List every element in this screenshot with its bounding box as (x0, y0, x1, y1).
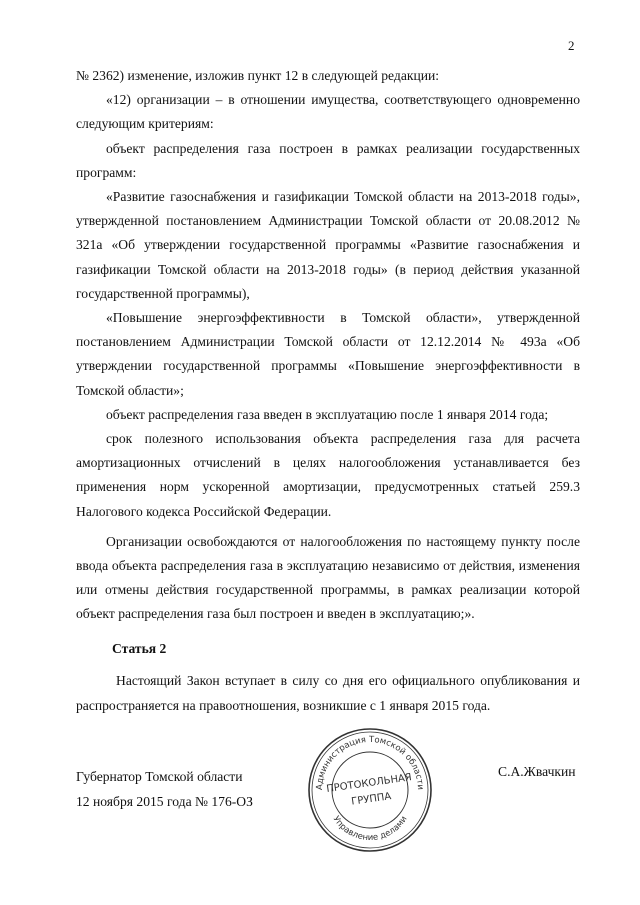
paragraph-6: объект распределения газа введен в эксплуатацию после 1 января 2014 года; (106, 406, 549, 422)
document-body (76, 64, 580, 627)
stamp-center-line-1: ПРОТОКОЛЬНАЯ (325, 772, 413, 795)
signatory-position: Губернатор Томской области (76, 769, 243, 784)
stamp-center-line-2: ГРУППА (350, 791, 392, 808)
article-heading: Статья 2 (112, 641, 167, 656)
paragraph-2: «12) организации – в отношении имущества, соответствующего одновременно следующим критериям: (76, 92, 580, 132)
signature-block (76, 764, 253, 814)
paragraph-7: срок полезного использования объекта распределения газа для расчета амортизационных отчислений в целях налогообложения устанавливается без применения норм ускоренной амортизации, предусмотренных статьей 259.3 Налогового кодекса Российской Федерации. (76, 431, 580, 519)
law-date-number: 12 ноября 2015 года № 176-ОЗ (76, 794, 253, 809)
paragraph-4: «Развитие газоснабжения и газификации Томской области на 2013-2018 годы», утвержденной постановлением Администрации Томской области от 20.08.2012 № 321а «Об утверждении государственной программы «Развитие газоснабжения и газификации Томской области на 2013-2018 годы» (в период действия указанной государственной программы), (76, 189, 580, 301)
stamp-outer-text: Администрация Томской области (314, 734, 426, 791)
paragraph-1: № 2362) изменение, изложив пункт 12 в следующей редакции: (76, 68, 440, 83)
article-text: Настоящий Закон вступает в силу со дня его официального опубликования и распространяется на правоотношения, возникшие с 1 января 2015 года. (76, 673, 580, 713)
signatory-name: С.А.Жвачкин (498, 764, 576, 779)
paragraph-5: «Повышение энергоэффективности в Томской области», утвержденной постановлением Администрации Томской области от 12.12.2014 № 493а «Об утверждении государственной программы «Повышение энергоэффективности в Томской области»; (76, 310, 580, 398)
page-number: 2 (568, 38, 575, 53)
paragraph-8: Организации освобождаются от налогообложения по настоящему пункту после ввода объекта распределения газа в эксплуатацию независимо от действия, изменения или отмены действия государственной программы, в рамках реализации которой объект распределения газа был построен и введен в эксплуатацию;». (76, 533, 580, 622)
stamp-graphic (306, 726, 434, 854)
paragraph-3: объект распределения газа построен в рамках реализации государственных программ: (76, 140, 580, 180)
stamp-bottom-text: Управление делами (330, 814, 410, 844)
official-stamp (306, 726, 434, 854)
